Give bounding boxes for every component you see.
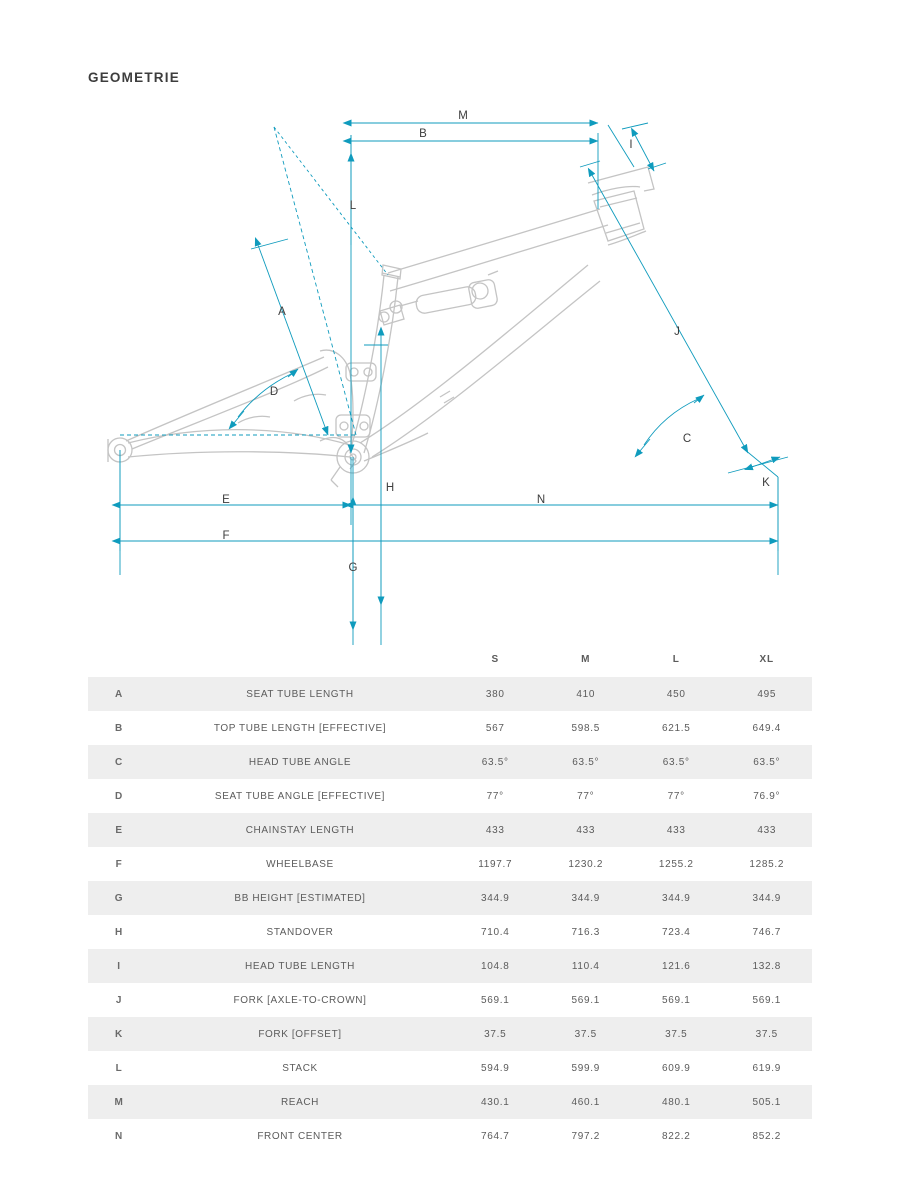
row-letter: C	[88, 745, 150, 779]
table-row	[88, 779, 812, 813]
row-value-s: 710.4	[450, 915, 541, 949]
row-value-s: 63.5°	[450, 745, 541, 779]
table-row	[88, 711, 812, 745]
row-value-xl: 852.2	[722, 1119, 813, 1153]
row-value-s: 344.9	[450, 881, 541, 915]
row-letter: F	[88, 847, 150, 881]
row-value-m: 37.5	[541, 1017, 632, 1051]
header-size-s: S	[450, 648, 541, 677]
row-value-m: 716.3	[541, 915, 632, 949]
header-size-m: M	[541, 648, 632, 677]
row-name: BB HEIGHT [ESTIMATED]	[150, 881, 450, 915]
row-letter: A	[88, 677, 150, 711]
callout-B: B	[419, 128, 427, 140]
row-value-m: 569.1	[541, 983, 632, 1017]
row-letter: H	[88, 915, 150, 949]
row-name: FORK [OFFSET]	[150, 1017, 450, 1051]
dimension-lines	[120, 123, 788, 645]
callout-N: N	[536, 494, 546, 506]
callout-D: D	[269, 386, 279, 398]
callout-H: H	[385, 482, 395, 494]
callout-M: M	[458, 110, 468, 122]
row-name: SEAT TUBE ANGLE [EFFECTIVE]	[150, 779, 450, 813]
row-value-l: 1255.2	[631, 847, 722, 881]
row-value-l: 63.5°	[631, 745, 722, 779]
row-letter: D	[88, 779, 150, 813]
row-value-l: 621.5	[631, 711, 722, 745]
row-value-s: 37.5	[450, 1017, 541, 1051]
row-value-xl: 619.9	[722, 1051, 813, 1085]
table-row	[88, 1085, 812, 1119]
row-letter: B	[88, 711, 150, 745]
row-letter: E	[88, 813, 150, 847]
row-value-s: 380	[450, 677, 541, 711]
row-value-s: 430.1	[450, 1085, 541, 1119]
row-value-m: 63.5°	[541, 745, 632, 779]
table-body	[88, 677, 812, 1153]
row-value-s: 764.7	[450, 1119, 541, 1153]
row-value-l: 450	[631, 677, 722, 711]
row-value-xl: 746.7	[722, 915, 813, 949]
row-letter: M	[88, 1085, 150, 1119]
geometry-table	[88, 648, 812, 1153]
table-row	[88, 949, 812, 983]
table-row	[88, 847, 812, 881]
row-value-s: 569.1	[450, 983, 541, 1017]
header-size-l: L	[631, 648, 722, 677]
row-value-m: 598.5	[541, 711, 632, 745]
row-value-s: 104.8	[450, 949, 541, 983]
row-value-m: 797.2	[541, 1119, 632, 1153]
table-row	[88, 881, 812, 915]
callout-G: G	[348, 562, 358, 574]
callout-F: F	[222, 530, 230, 542]
row-letter: N	[88, 1119, 150, 1153]
row-value-m: 410	[541, 677, 632, 711]
row-name: TOP TUBE LENGTH [EFFECTIVE]	[150, 711, 450, 745]
row-value-m: 1230.2	[541, 847, 632, 881]
row-name: SEAT TUBE LENGTH	[150, 677, 450, 711]
callout-C: C	[682, 433, 692, 445]
row-letter: I	[88, 949, 150, 983]
row-value-l: 344.9	[631, 881, 722, 915]
header-size-xl: XL	[722, 648, 813, 677]
row-value-l: 723.4	[631, 915, 722, 949]
row-value-s: 594.9	[450, 1051, 541, 1085]
callout-E: E	[222, 494, 230, 506]
row-letter: K	[88, 1017, 150, 1051]
callout-L: L	[349, 200, 357, 212]
table-row	[88, 677, 812, 711]
table-row	[88, 813, 812, 847]
row-value-xl: 37.5	[722, 1017, 813, 1051]
callout-A: A	[278, 306, 286, 318]
row-value-xl: 76.9°	[722, 779, 813, 813]
row-value-xl: 649.4	[722, 711, 813, 745]
row-name: HEAD TUBE ANGLE	[150, 745, 450, 779]
row-value-xl: 132.8	[722, 949, 813, 983]
row-value-l: 37.5	[631, 1017, 722, 1051]
row-value-m: 344.9	[541, 881, 632, 915]
table-row	[88, 1017, 812, 1051]
table-row	[88, 745, 812, 779]
row-value-l: 609.9	[631, 1051, 722, 1085]
row-name: WHEELBASE	[150, 847, 450, 881]
table-row	[88, 983, 812, 1017]
row-value-xl: 63.5°	[722, 745, 813, 779]
row-value-m: 433	[541, 813, 632, 847]
row-value-m: 599.9	[541, 1051, 632, 1085]
row-value-m: 110.4	[541, 949, 632, 983]
table-row	[88, 1119, 812, 1153]
row-value-m: 77°	[541, 779, 632, 813]
row-value-xl: 1285.2	[722, 847, 813, 881]
row-letter: G	[88, 881, 150, 915]
row-name: REACH	[150, 1085, 450, 1119]
row-value-l: 822.2	[631, 1119, 722, 1153]
table-row	[88, 1051, 812, 1085]
row-name: CHAINSTAY LENGTH	[150, 813, 450, 847]
row-value-xl: 569.1	[722, 983, 813, 1017]
row-value-s: 433	[450, 813, 541, 847]
table-head	[88, 648, 812, 677]
row-value-s: 567	[450, 711, 541, 745]
header-measure	[150, 648, 450, 677]
table-row	[88, 915, 812, 949]
page-title: GEOMETRIE	[88, 70, 180, 85]
row-value-s: 77°	[450, 779, 541, 813]
row-value-l: 480.1	[631, 1085, 722, 1119]
row-value-m: 460.1	[541, 1085, 632, 1119]
callout-K: K	[762, 477, 770, 489]
row-value-xl: 344.9	[722, 881, 813, 915]
row-value-l: 77°	[631, 779, 722, 813]
row-name: HEAD TUBE LENGTH	[150, 949, 450, 983]
row-value-l: 569.1	[631, 983, 722, 1017]
geometry-diagram	[88, 105, 812, 645]
row-value-xl: 495	[722, 677, 813, 711]
geometry-table-wrap	[88, 648, 812, 1153]
callout-J: J	[674, 326, 680, 338]
table-header-row	[88, 648, 812, 677]
row-name: STACK	[150, 1051, 450, 1085]
row-letter: L	[88, 1051, 150, 1085]
row-name: FORK [AXLE-TO-CROWN]	[150, 983, 450, 1017]
row-value-l: 433	[631, 813, 722, 847]
callout-I: I	[629, 139, 633, 151]
row-name: STANDOVER	[150, 915, 450, 949]
row-value-s: 1197.7	[450, 847, 541, 881]
row-name: FRONT CENTER	[150, 1119, 450, 1153]
row-value-xl: 433	[722, 813, 813, 847]
header-letter	[88, 648, 150, 677]
row-value-l: 121.6	[631, 949, 722, 983]
row-value-xl: 505.1	[722, 1085, 813, 1119]
row-letter: J	[88, 983, 150, 1017]
